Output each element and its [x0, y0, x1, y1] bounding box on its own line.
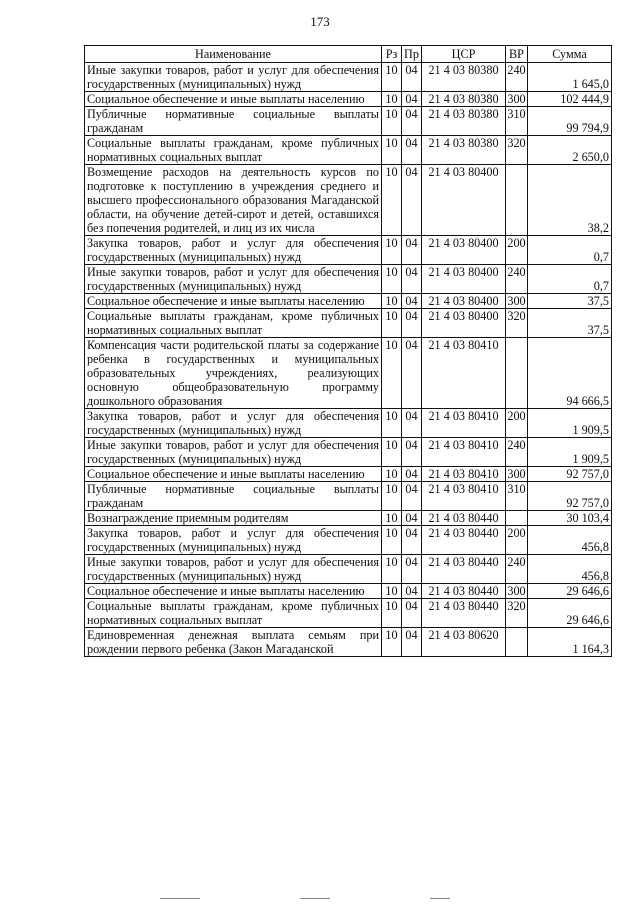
- cell-rz: 10: [382, 265, 402, 294]
- cell-csr: 21 4 03 80440: [422, 526, 506, 555]
- table-row: [85, 628, 612, 657]
- cell-rz: 10: [382, 136, 402, 165]
- cell-pr: 04: [402, 338, 422, 409]
- table-row: [85, 92, 612, 107]
- cell-name: Компенсация части родительской платы за содержание ребенка в государственных и муниципальных образовательных учреждениях, реализующих основную общеобразовательную программу дошкольного образования: [85, 338, 382, 409]
- table-row: [85, 107, 612, 136]
- cell-csr: 21 4 03 80410: [422, 438, 506, 467]
- cell-rz: 10: [382, 63, 402, 92]
- cell-pr: 04: [402, 63, 422, 92]
- table-row: [85, 294, 612, 309]
- cell-name: Социальное обеспечение и иные выплаты населению: [85, 467, 382, 482]
- cell-pr: 04: [402, 482, 422, 511]
- cell-pr: 04: [402, 511, 422, 526]
- cell-name: Закупка товаров, работ и услуг для обеспечения государственных (муниципальных) нужд: [85, 236, 382, 265]
- cell-name: Публичные нормативные социальные выплаты гражданам: [85, 107, 382, 136]
- cell-rz: 10: [382, 628, 402, 657]
- header-csr: ЦСР: [422, 46, 506, 63]
- cell-csr: 21 4 03 80380: [422, 63, 506, 92]
- table-row: [85, 526, 612, 555]
- cell-rz: 10: [382, 338, 402, 409]
- cell-sum: 37,5: [528, 294, 612, 309]
- table-row: [85, 482, 612, 511]
- cell-rz: 10: [382, 511, 402, 526]
- cell-csr: 21 4 03 80410: [422, 482, 506, 511]
- cell-rz: 10: [382, 236, 402, 265]
- cell-name: Социальное обеспечение и иные выплаты населению: [85, 294, 382, 309]
- cell-vr: 310: [506, 482, 528, 511]
- cell-sum: 92 757,0: [528, 467, 612, 482]
- cell-pr: 04: [402, 265, 422, 294]
- cell-vr: 240: [506, 63, 528, 92]
- cell-pr: 04: [402, 584, 422, 599]
- cell-pr: 04: [402, 136, 422, 165]
- cell-csr: 21 4 03 80440: [422, 599, 506, 628]
- header-sum: Сумма: [528, 46, 612, 63]
- cell-vr: 300: [507, 294, 526, 308]
- cell-name: Закупка товаров, работ и услуг для обеспечения государственных (муниципальных) нужд: [85, 526, 382, 555]
- cell-sum: 94 666,5: [528, 338, 612, 409]
- cell-rz: 10: [382, 438, 402, 467]
- cell-pr: 04: [402, 555, 422, 584]
- cell-vr: 200: [506, 409, 528, 438]
- cell-pr: 04: [402, 628, 422, 657]
- cell-sum: 30 103,4: [528, 511, 612, 526]
- cell-vr: 310: [506, 107, 528, 136]
- cell-rz: 10: [382, 584, 402, 599]
- table-row: [85, 236, 612, 265]
- header-name: Наименование: [85, 46, 382, 63]
- table-row: [85, 467, 612, 482]
- cell-sum: 37,5: [528, 309, 612, 338]
- cell-vr: [506, 338, 528, 409]
- cell-sum: 2 650,0: [528, 136, 612, 165]
- cell-csr: 21 4 03 80440: [422, 511, 506, 526]
- cell-csr: 21 4 03 80400: [422, 265, 506, 294]
- cell-csr: 21 4 03 80620: [422, 628, 506, 657]
- cell-rz: 10: [382, 309, 402, 338]
- cell-csr: 21 4 03 80410: [422, 338, 506, 409]
- cell-pr: 04: [402, 107, 422, 136]
- cell-name: Социальное обеспечение и иные выплаты населению: [85, 92, 382, 107]
- cell-csr: 21 4 03 80400: [422, 309, 506, 338]
- cell-sum: 38,2: [528, 165, 612, 236]
- cell-rz: 10: [382, 555, 402, 584]
- cell-name: Вознаграждение приемным родителям: [85, 511, 382, 526]
- cell-name: Социальные выплаты гражданам, кроме публичных нормативных социальных выплат: [85, 599, 382, 628]
- budget-table: [84, 45, 612, 657]
- cell-vr: 200: [506, 526, 528, 555]
- cell-rz: 10: [382, 599, 402, 628]
- cell-csr: 21 4 03 80440: [422, 584, 506, 599]
- cell-csr: 21 4 03 80380: [422, 92, 506, 107]
- table-row: [85, 584, 612, 599]
- cell-sum: 0,7: [528, 265, 612, 294]
- cell-pr: 04: [402, 236, 422, 265]
- table-row: [85, 63, 612, 92]
- cell-rz: 10: [382, 92, 402, 107]
- cell-name: Иные закупки товаров, работ и услуг для обеспечения государственных (муниципальных) нужд: [85, 265, 382, 294]
- table-row: [85, 409, 612, 438]
- cell-vr: 300: [507, 584, 526, 598]
- cell-pr: 04: [402, 599, 422, 628]
- cell-vr: [506, 628, 528, 657]
- cell-csr: 21 4 03 80380: [422, 136, 506, 165]
- cell-vr: 240: [506, 438, 528, 467]
- table-row: [85, 599, 612, 628]
- page-number: 173: [310, 14, 330, 29]
- table-row: [85, 265, 612, 294]
- header-rz: Рз: [382, 46, 402, 63]
- cell-csr: 21 4 03 80400: [422, 236, 506, 265]
- table-row: [85, 438, 612, 467]
- cell-sum: 29 646,6: [528, 599, 612, 628]
- cell-rz: 10: [382, 107, 402, 136]
- cell-name: Публичные нормативные социальные выплаты гражданам: [85, 482, 382, 511]
- cell-name: Иные закупки товаров, работ и услуг для обеспечения государственных (муниципальных) нужд: [85, 555, 382, 584]
- cell-rz: 10: [382, 165, 402, 236]
- table-row: [85, 165, 612, 236]
- cell-sum: 99 794,9: [528, 107, 612, 136]
- cell-name: Возмещение расходов на деятельность курсов по подготовке к поступлению в учреждения среднего и высшего профессионального образования Магаданской области, на обучение детей-сирот и детей, оставшихся без попечения родителей, и лиц из их числа: [85, 165, 382, 236]
- cell-pr: 04: [402, 309, 422, 338]
- cell-vr: [506, 165, 528, 236]
- cell-name: Социальное обеспечение и иные выплаты населению: [85, 584, 382, 599]
- cell-csr: 21 4 03 80400: [422, 165, 506, 236]
- cell-name: Иные закупки товаров, работ и услуг для обеспечения государственных (муниципальных) нужд: [85, 63, 382, 92]
- cell-name: Иные закупки товаров, работ и услуг для обеспечения государственных (муниципальных) нужд: [85, 438, 382, 467]
- cell-vr: 320: [506, 599, 528, 628]
- cell-sum: 0,7: [528, 236, 612, 265]
- scan-edge-marks: [0, 889, 640, 899]
- table-row: [85, 511, 612, 526]
- cell-rz: 10: [382, 526, 402, 555]
- header-pr: Пр: [402, 46, 422, 63]
- table-header-row: [85, 46, 612, 63]
- table-row: [85, 136, 612, 165]
- cell-sum: 1 164,3: [528, 628, 612, 657]
- cell-pr: 04: [402, 467, 422, 482]
- header-vr: ВР: [506, 46, 528, 63]
- cell-csr: 21 4 03 80380: [422, 107, 506, 136]
- cell-vr: 300: [507, 92, 526, 106]
- cell-sum: 1 645,0: [528, 63, 612, 92]
- cell-pr: 04: [402, 294, 422, 309]
- cell-vr: [506, 511, 528, 526]
- cell-name: Закупка товаров, работ и услуг для обеспечения государственных (муниципальных) нужд: [85, 409, 382, 438]
- cell-rz: 10: [382, 409, 402, 438]
- cell-pr: 04: [402, 438, 422, 467]
- cell-sum: 456,8: [528, 555, 612, 584]
- cell-vr: 200: [506, 236, 528, 265]
- cell-sum: 29 646,6: [528, 584, 612, 599]
- cell-sum: 456,8: [528, 526, 612, 555]
- cell-vr: 320: [506, 136, 528, 165]
- cell-sum: 1 909,5: [528, 409, 612, 438]
- cell-sum: 102 444,9: [528, 92, 612, 107]
- cell-vr: 320: [506, 309, 528, 338]
- cell-rz: 10: [382, 467, 402, 482]
- cell-pr: 04: [402, 526, 422, 555]
- cell-csr: 21 4 03 80410: [422, 467, 506, 482]
- cell-rz: 10: [382, 294, 402, 309]
- cell-rz: 10: [382, 482, 402, 511]
- cell-vr: 240: [506, 265, 528, 294]
- cell-pr: 04: [402, 165, 422, 236]
- cell-pr: 04: [402, 409, 422, 438]
- cell-vr: 300: [507, 467, 526, 481]
- table-row: [85, 555, 612, 584]
- table-row: [85, 338, 612, 409]
- cell-csr: 21 4 03 80400: [422, 294, 506, 309]
- cell-name: Социальные выплаты гражданам, кроме публичных нормативных социальных выплат: [85, 309, 382, 338]
- cell-csr: 21 4 03 80440: [422, 555, 506, 584]
- cell-vr: 240: [506, 555, 528, 584]
- cell-sum: 1 909,5: [528, 438, 612, 467]
- cell-csr: 21 4 03 80410: [422, 409, 506, 438]
- cell-name: Социальные выплаты гражданам, кроме публичных нормативных социальных выплат: [85, 136, 382, 165]
- table-row: [85, 309, 612, 338]
- cell-sum: 92 757,0: [528, 482, 612, 511]
- cell-pr: 04: [402, 92, 422, 107]
- cell-name: Единовременная денежная выплата семьям при рождении первого ребенка (Закон Магаданской: [85, 628, 382, 657]
